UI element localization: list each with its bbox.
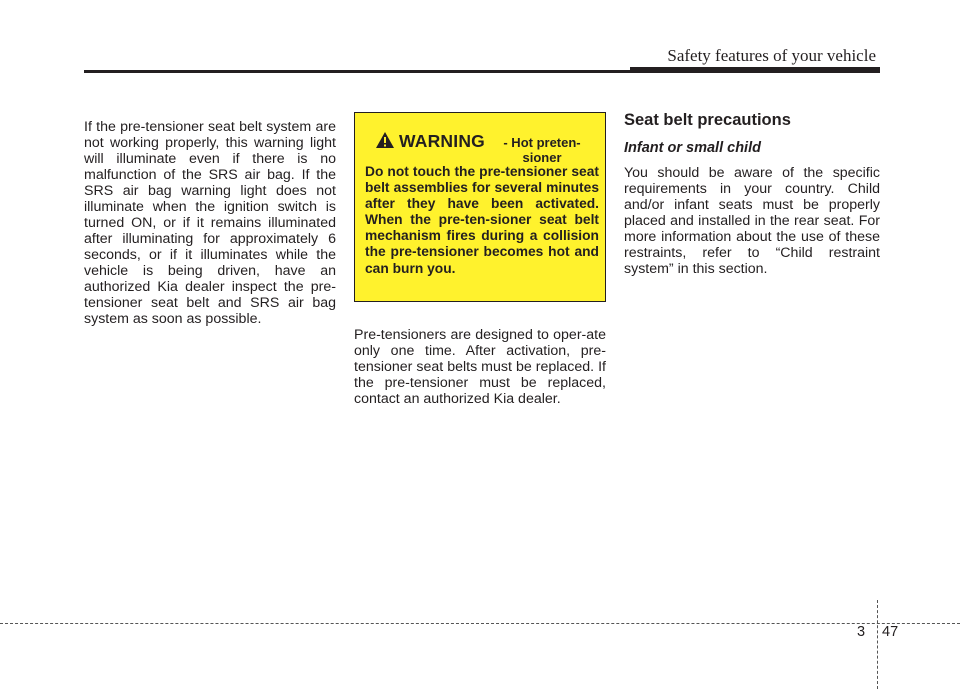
section-title: Seat belt precautions <box>624 111 791 129</box>
precautions-column <box>624 111 880 277</box>
footer-divider <box>0 623 960 624</box>
precautions-paragraph: You should be aware of the specific requirements in your country. Child and/or infant seats must be properly placed and installed in the rear seat. For more information about the use of these restraints, refer to “Child restraint system” in this section. <box>624 165 880 277</box>
section-number: 3 <box>857 624 866 640</box>
header-rule-accent <box>630 67 880 73</box>
page-number: 47 <box>882 624 899 640</box>
intro-paragraph: If the pre-tensioner seat belt system are not working properly, this warning light will illuminate even if there is no malfunction of the SRS air bag. If the SRS air bag warning light does not illuminate when the ignition switch is turned ON, or if it remains illuminated after illuminating for approximately 6 seconds, or if it illuminates while the vehicle is being driven, have an authorized Kia dealer inspect the pre-tensioner seat belt and SRS air bag system as soon as possible. <box>84 119 336 327</box>
warning-label: WARNING <box>399 131 485 151</box>
warning-body: Do not touch the pre-tensioner seat belt assemblies for several minutes after they have been activated. When the pre-ten-sioner seat belt mechanism fires during a collision the pre-tensioner becomes hot and can burn you. <box>365 164 599 276</box>
warning-box <box>354 112 606 302</box>
warning-triangle-icon <box>375 131 395 154</box>
pretensioner-paragraph: Pre-tensioners are designed to oper-ate only one time. After activation, pre-tensioner seat belts must be replaced. If the pre-tensioner must be replaced, contact an authorized Kia dealer. <box>354 327 606 407</box>
warning-subtitle: - Hot preten-sioner <box>503 135 581 165</box>
subsection-title: Infant or small child <box>624 140 761 156</box>
warning-header <box>355 123 605 163</box>
page-header-title: Safety features of your vehicle <box>667 46 876 65</box>
footer-vertical-divider <box>877 600 878 689</box>
